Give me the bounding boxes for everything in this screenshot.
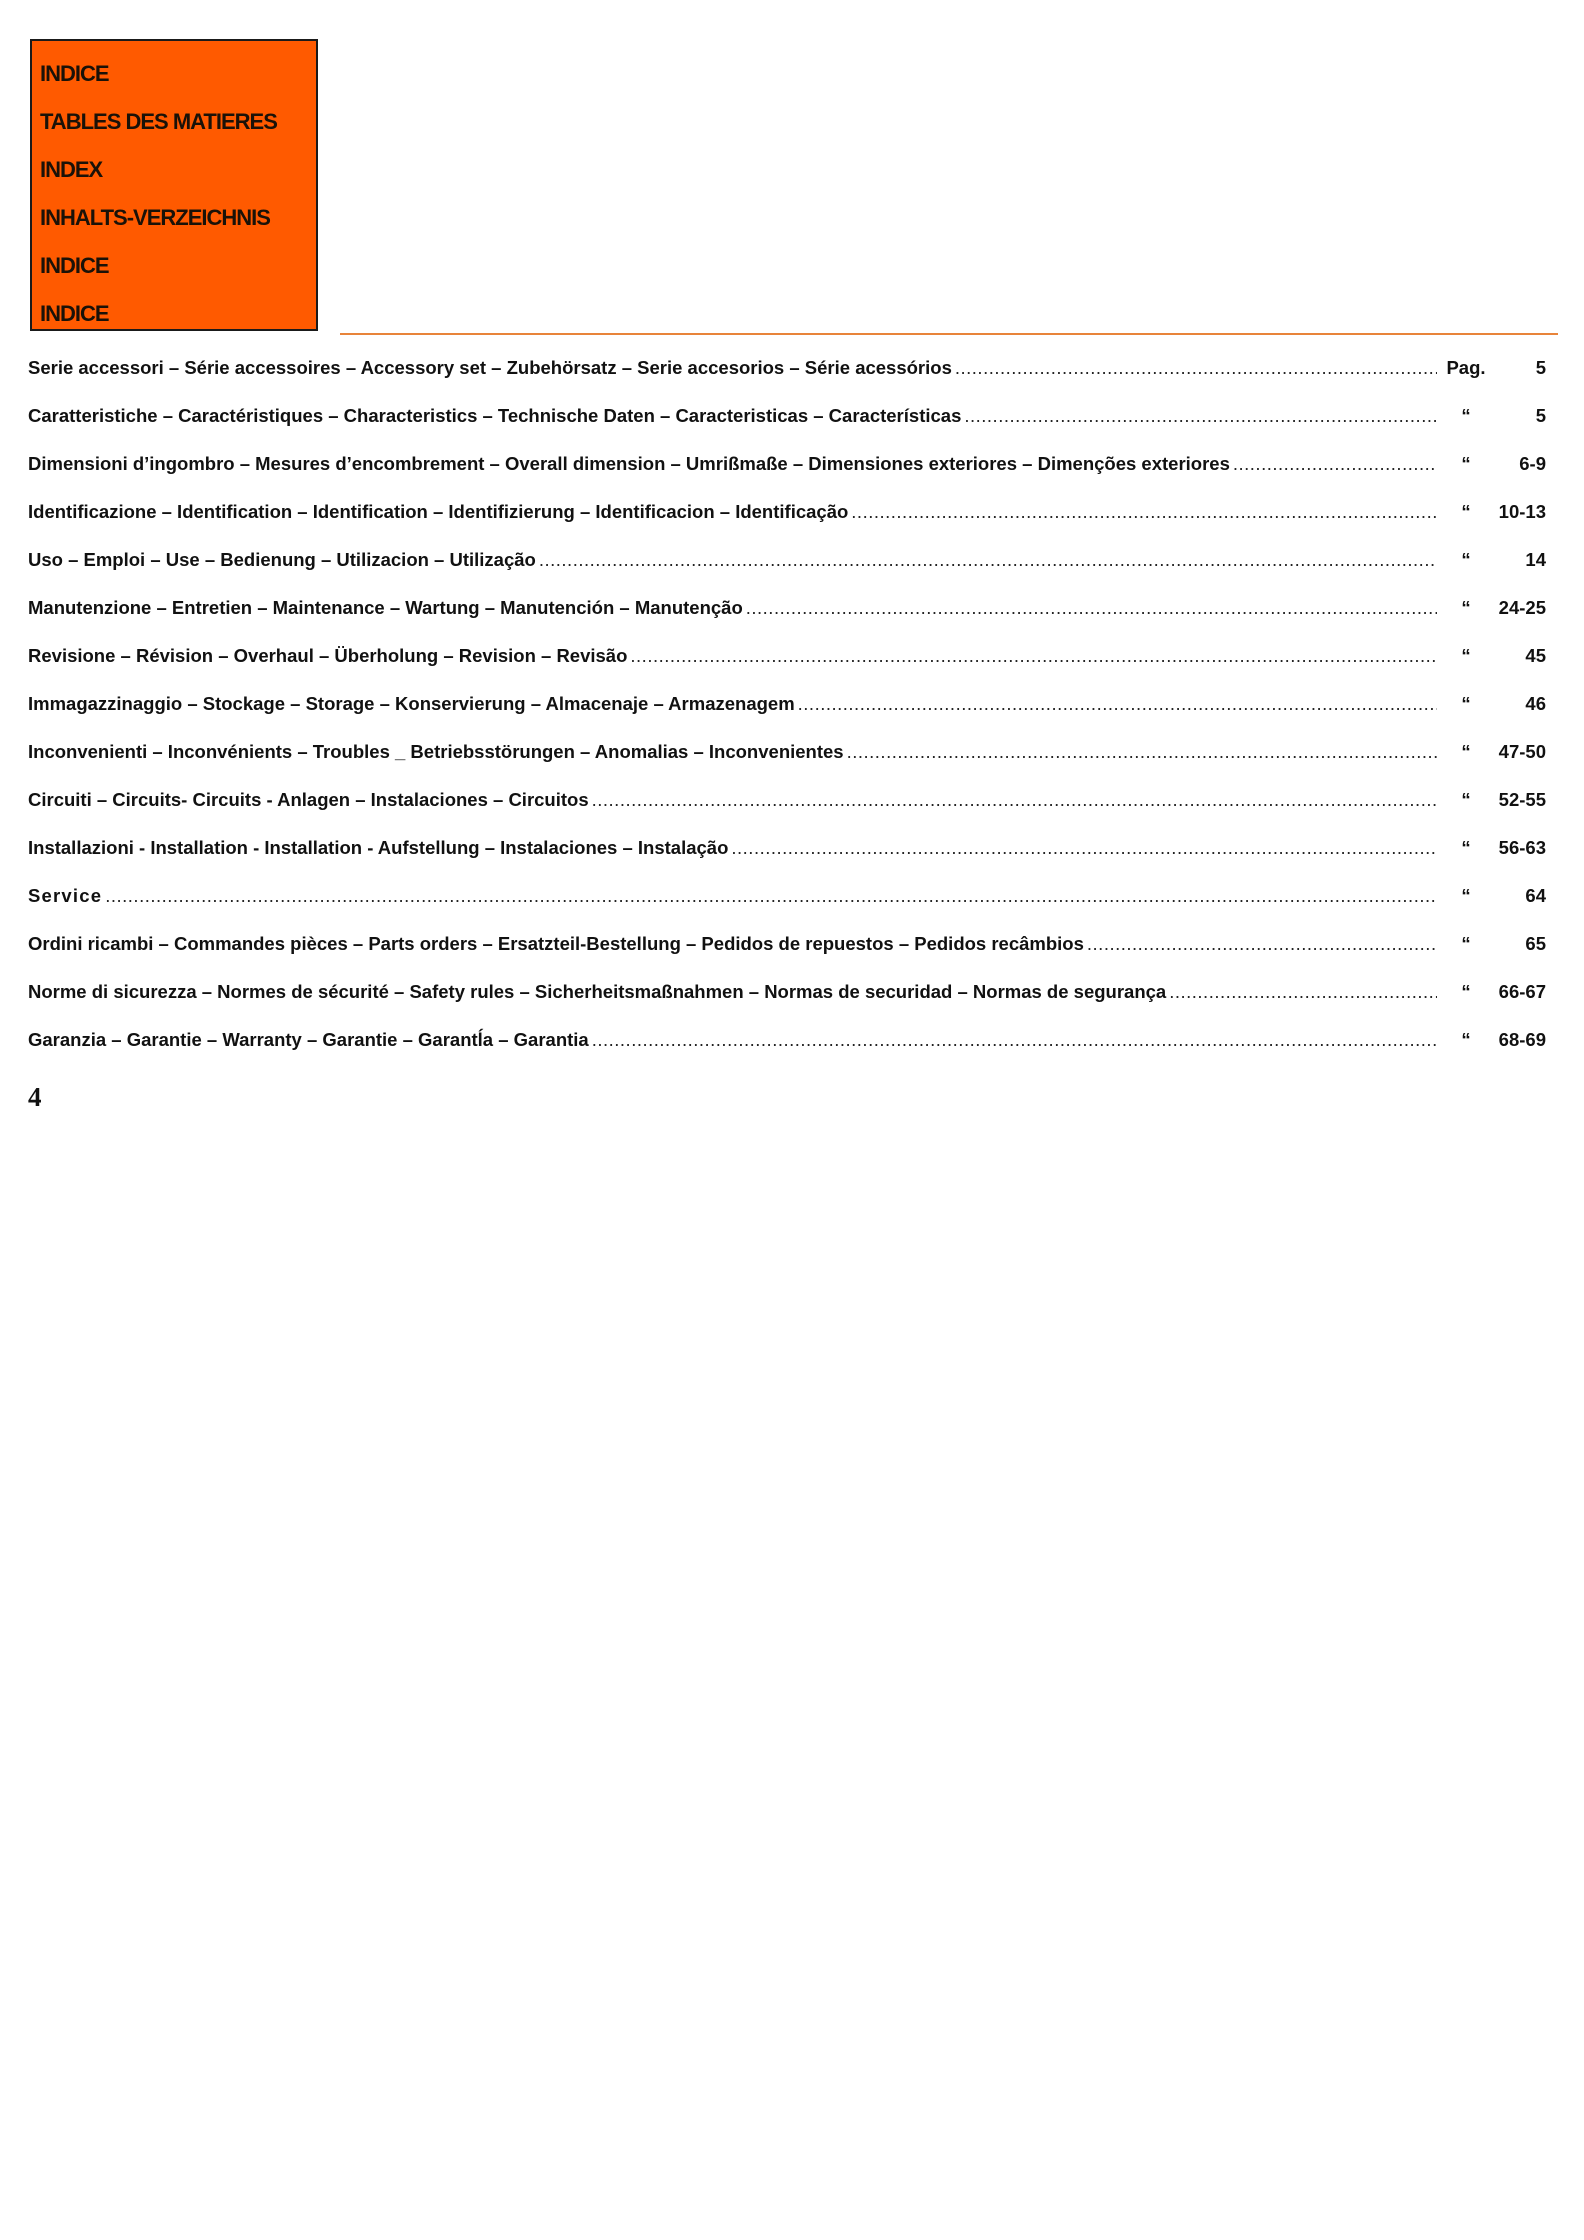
toc-entry[interactable] [28, 741, 1546, 789]
toc-ditto-mark: “ [1461, 549, 1471, 570]
toc-ditto-mark: “ [1461, 837, 1471, 858]
toc-ditto-mark: “ [1461, 501, 1471, 522]
toc-entry[interactable] [28, 597, 1546, 645]
toc-dot-leader [630, 645, 1437, 667]
toc-entry-title: Installazioni - Installation - Installation - Aufstellung – Instalaciones – Instalação [28, 837, 729, 858]
table-of-contents [28, 357, 1546, 1077]
toc-page-number: 10-13 [1498, 501, 1546, 522]
toc-entry[interactable] [28, 789, 1546, 837]
toc-dot-leader [746, 597, 1437, 619]
toc-ditto-mark: “ [1461, 1029, 1471, 1050]
toc-page-number: 45 [1525, 645, 1546, 666]
toc-entry[interactable] [28, 837, 1546, 885]
toc-dot-leader [851, 501, 1437, 523]
toc-entry-title: Norme di sicurezza – Normes de sécurité – Safety rules – Sicherheitsmaßnahmen – Normas de securidad – Normas de segurança [28, 981, 1167, 1002]
index-title-en: INDEX [40, 157, 103, 182]
toc-entry-title: Revisione – Révision – Overhaul – Überholung – Revision – Revisão [28, 645, 628, 666]
toc-entry[interactable] [28, 1029, 1546, 1077]
toc-page-number: 47-50 [1498, 741, 1546, 762]
toc-entry[interactable] [28, 885, 1546, 933]
index-title-it: INDICE [40, 61, 109, 86]
toc-page-number: 5 [1535, 405, 1546, 426]
toc-entry-title: Dimensioni d’ingombro – Mesures d’encombrement – Overall dimension – Umrißmaße – Dimensiones exteriores – Dimenções exteriores [28, 453, 1230, 474]
index-title-es: INDICE [40, 253, 109, 278]
toc-entry-title: Immagazzinaggio – Stockage – Storage – Konservierung – Almacenaje – Armazenagem [28, 693, 795, 714]
toc-dot-leader [1233, 453, 1437, 475]
toc-dot-leader [798, 693, 1437, 715]
toc-page-number: 52-55 [1498, 789, 1546, 810]
toc-entry[interactable] [28, 501, 1546, 549]
toc-ditto-mark: “ [1461, 645, 1471, 666]
toc-entry-title: Manutenzione – Entretien – Maintenance – Wartung – Manutención – Manutenção [28, 597, 743, 618]
page-number: 4 [28, 1082, 42, 1112]
toc-ditto-mark: “ [1461, 405, 1471, 426]
toc-ditto-mark: “ [1461, 933, 1471, 954]
toc-dot-leader [1087, 933, 1437, 955]
toc-dot-leader [955, 357, 1437, 379]
toc-entry-title: Caratteristiche – Caractéristiques – Characteristics – Technische Daten – Caracteristicas – Características [28, 405, 962, 426]
toc-page-number: 14 [1525, 549, 1546, 570]
toc-page-number: 56-63 [1498, 837, 1546, 858]
toc-ditto-mark: “ [1461, 885, 1471, 906]
toc-entry[interactable] [28, 933, 1546, 981]
toc-ditto-mark: “ [1461, 597, 1471, 618]
toc-page-number: 24-25 [1498, 597, 1546, 618]
toc-page-number: 5 [1535, 357, 1546, 378]
toc-entry[interactable] [28, 357, 1546, 405]
toc-dot-leader [592, 1029, 1437, 1051]
toc-entry[interactable] [28, 645, 1546, 693]
toc-ditto-mark: “ [1461, 693, 1471, 714]
toc-entry[interactable] [28, 549, 1546, 597]
toc-ditto-mark: “ [1461, 981, 1471, 1002]
toc-entry-title: Identificazione – Identification – Identification – Identifizierung – Identificacion – Identificação [28, 501, 849, 522]
toc-page-number: 66-67 [1498, 981, 1546, 1002]
index-title-pt: INDICE [40, 301, 109, 326]
index-title-de: INHALTS-VERZEICHNIS [40, 205, 270, 230]
toc-ditto-mark: “ [1461, 789, 1471, 810]
toc-page-number: 68-69 [1498, 1029, 1546, 1050]
toc-entry-title: Inconvenienti – Inconvénients – Troubles _ Betriebsstörungen – Anomalias – Inconvenientes [28, 741, 844, 762]
index-title-fr: TABLES DES MATIERES [40, 109, 277, 134]
toc-dot-leader [731, 837, 1437, 859]
toc-dot-leader [539, 549, 1437, 571]
toc-dot-leader [847, 741, 1437, 763]
toc-dot-leader [592, 789, 1437, 811]
toc-page-number: 6-9 [1519, 453, 1546, 474]
index-title-box [30, 39, 318, 331]
toc-entry-title: Garanzia – Garantie – Warranty – Garantie – Garantĺa – Garantia [28, 1029, 589, 1050]
toc-dot-leader [964, 405, 1437, 427]
toc-dot-leader [105, 885, 1437, 907]
toc-page-number: 64 [1525, 885, 1546, 906]
toc-entry[interactable] [28, 693, 1546, 741]
toc-ditto-mark: “ [1461, 453, 1471, 474]
toc-page-number: 65 [1525, 933, 1546, 954]
toc-entry[interactable] [28, 981, 1546, 1029]
toc-entry-title: Uso – Emploi – Use – Bedienung – Utilizacion – Utilização [28, 549, 536, 570]
toc-dot-leader [1169, 981, 1437, 1003]
toc-ditto-mark: “ [1461, 741, 1471, 762]
toc-entry-title: Circuiti – Circuits- Circuits - Anlagen – Instalaciones – Circuitos [28, 789, 589, 810]
toc-entry-title: Service [28, 885, 103, 906]
header-rule [340, 333, 1558, 335]
toc-entry-title: Serie accessori – Série accessoires – Accessory set – Zubehörsatz – Serie accesorios – Série acessórios [28, 357, 952, 378]
toc-entry-title: Ordini ricambi – Commandes pièces – Parts orders – Ersatzteil-Bestellung – Pedidos de repuestos – Pedidos recâmbios [28, 933, 1084, 954]
toc-entry[interactable] [28, 453, 1546, 501]
toc-entry[interactable] [28, 405, 1546, 453]
toc-page-prefix: Pag. [1446, 357, 1486, 378]
toc-page-number: 46 [1525, 693, 1546, 714]
